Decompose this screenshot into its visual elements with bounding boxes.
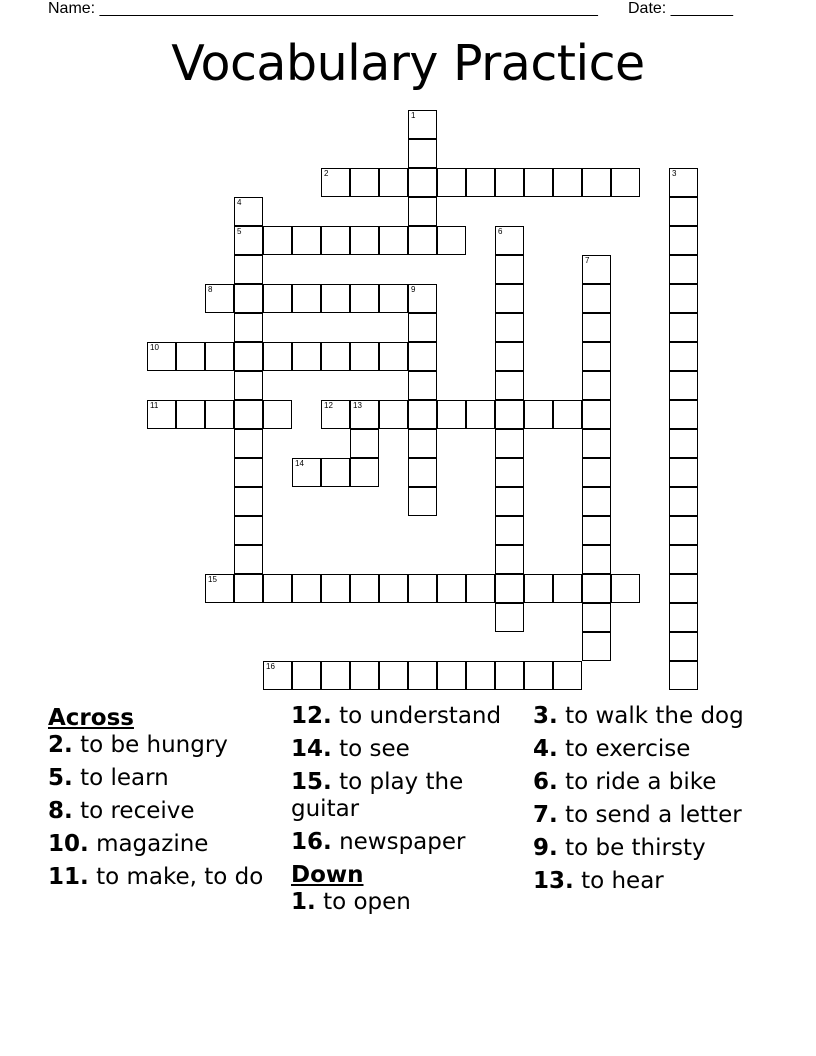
crossword-cell xyxy=(669,255,698,284)
crossword-cell xyxy=(292,226,321,255)
clue-text: to be hungry xyxy=(80,732,228,758)
crossword-cell xyxy=(263,226,292,255)
clue-number: 1. xyxy=(291,889,316,915)
crossword-cell xyxy=(582,516,611,545)
name-line: Name: ________________________________________________________ xyxy=(48,0,598,17)
clue-text: to be thirsty xyxy=(565,835,706,861)
clue-number: 8. xyxy=(48,798,73,824)
crossword-cell xyxy=(234,255,263,284)
clue-text: to play the guitar xyxy=(291,769,464,822)
clue-item xyxy=(48,864,288,891)
crossword-cell xyxy=(524,574,553,603)
crossword-cell xyxy=(669,574,698,603)
crossword-cell xyxy=(350,661,379,690)
clue-text: to walk the dog xyxy=(565,703,744,729)
crossword-cell xyxy=(582,487,611,516)
crossword-cell xyxy=(379,226,408,255)
clue-item xyxy=(48,765,288,792)
clue-item xyxy=(48,798,288,825)
crossword-cell xyxy=(292,284,321,313)
crossword-cell xyxy=(669,516,698,545)
clue-number: 16. xyxy=(291,829,332,855)
crossword-cell xyxy=(408,313,437,342)
clue-item xyxy=(291,703,531,730)
crossword-cell xyxy=(582,400,611,429)
crossword-cell xyxy=(292,661,321,690)
crossword-cell xyxy=(234,545,263,574)
crossword-cell xyxy=(379,400,408,429)
crossword-cell xyxy=(234,313,263,342)
crossword-cell xyxy=(582,429,611,458)
crossword-cell xyxy=(350,168,379,197)
clue-number-label: 3 xyxy=(672,169,677,178)
crossword-cell xyxy=(408,574,437,603)
crossword-cell xyxy=(408,342,437,371)
crossword-cell xyxy=(466,400,495,429)
crossword-cell xyxy=(321,574,350,603)
crossword-cell xyxy=(379,574,408,603)
crossword-cell xyxy=(234,371,263,400)
crossword-cell xyxy=(408,458,437,487)
crossword-cell xyxy=(350,342,379,371)
crossword-cell xyxy=(669,342,698,371)
crossword-cell xyxy=(553,661,582,690)
clue-text: to send a letter xyxy=(565,802,742,828)
across-heading: Across xyxy=(48,705,134,731)
crossword-cell xyxy=(408,197,437,226)
clue-number: 6. xyxy=(533,769,558,795)
clue-number-label: 10 xyxy=(150,343,159,352)
crossword-cell xyxy=(582,255,611,284)
crossword-cell xyxy=(234,400,263,429)
crossword-cell xyxy=(669,458,698,487)
clue-text: to learn xyxy=(80,765,169,791)
crossword-cell xyxy=(234,516,263,545)
clue-text: to ride a bike xyxy=(565,769,717,795)
crossword-cell xyxy=(669,487,698,516)
crossword-cell xyxy=(495,574,524,603)
crossword-cell xyxy=(669,400,698,429)
clue-number: 12. xyxy=(291,703,332,729)
clue-number: 7. xyxy=(533,802,558,828)
crossword-cell xyxy=(524,661,553,690)
clue-number: 2. xyxy=(48,732,73,758)
crossword-cell xyxy=(582,342,611,371)
crossword-cell xyxy=(263,400,292,429)
crossword-cell xyxy=(582,313,611,342)
crossword-cell xyxy=(669,197,698,226)
crossword-cell xyxy=(176,400,205,429)
clue-number: 9. xyxy=(533,835,558,861)
crossword-cell xyxy=(524,400,553,429)
clue-item xyxy=(533,802,773,829)
crossword-cell xyxy=(321,284,350,313)
crossword-cell xyxy=(495,400,524,429)
clue-text: to receive xyxy=(80,798,195,824)
crossword-cell xyxy=(408,168,437,197)
clue-item xyxy=(48,732,288,759)
crossword-cell xyxy=(669,661,698,690)
crossword-cell xyxy=(466,574,495,603)
crossword-cell xyxy=(205,400,234,429)
clue-item xyxy=(291,736,531,763)
crossword-cell xyxy=(582,284,611,313)
clue-text: to hear xyxy=(581,868,664,894)
crossword-cell xyxy=(263,574,292,603)
crossword-cell xyxy=(263,342,292,371)
crossword-cell xyxy=(408,400,437,429)
crossword-cell xyxy=(408,661,437,690)
clue-number-label: 2 xyxy=(324,169,329,178)
clue-column-3 xyxy=(533,703,773,901)
crossword-cell xyxy=(292,342,321,371)
crossword-cell xyxy=(379,284,408,313)
crossword-cell xyxy=(524,168,553,197)
clue-column-2 xyxy=(291,703,531,922)
crossword-cell xyxy=(408,371,437,400)
clue-text: to open xyxy=(323,889,411,915)
clue-number: 13. xyxy=(533,868,574,894)
crossword-cell xyxy=(321,168,350,197)
clue-number-label: 9 xyxy=(411,285,416,294)
crossword-cell xyxy=(582,168,611,197)
crossword-cell xyxy=(495,168,524,197)
crossword-cell xyxy=(263,284,292,313)
crossword-cell xyxy=(495,371,524,400)
crossword-cell xyxy=(292,458,321,487)
clue-item xyxy=(533,769,773,796)
crossword-cell xyxy=(495,661,524,690)
crossword-cell xyxy=(321,226,350,255)
crossword-cell xyxy=(234,487,263,516)
crossword-cell xyxy=(408,284,437,313)
page-title: Vocabulary Practice xyxy=(171,35,645,92)
crossword-cell xyxy=(466,168,495,197)
crossword-cell xyxy=(582,545,611,574)
crossword-cell xyxy=(234,226,263,255)
crossword-cell xyxy=(350,458,379,487)
crossword-cell xyxy=(553,574,582,603)
crossword-cell xyxy=(292,574,321,603)
crossword-cell xyxy=(582,371,611,400)
clue-number-label: 13 xyxy=(353,401,362,410)
clue-text: newspaper xyxy=(339,829,466,855)
crossword-cell xyxy=(350,400,379,429)
crossword-cell xyxy=(350,226,379,255)
clue-text: to exercise xyxy=(565,736,691,762)
crossword-cell xyxy=(611,574,640,603)
crossword-cell xyxy=(669,603,698,632)
clue-number-label: 15 xyxy=(208,575,217,584)
crossword-cell xyxy=(495,429,524,458)
clue-number-label: 7 xyxy=(585,256,590,265)
crossword-cell xyxy=(437,400,466,429)
crossword-cell xyxy=(582,458,611,487)
crossword-cell xyxy=(582,574,611,603)
crossword-cell xyxy=(553,400,582,429)
date-line: Date: _______ xyxy=(628,0,733,17)
crossword-cell xyxy=(669,632,698,661)
crossword-cell xyxy=(176,342,205,371)
crossword-cell xyxy=(321,458,350,487)
crossword-cell xyxy=(321,400,350,429)
crossword-cell xyxy=(408,139,437,168)
clue-item xyxy=(533,736,773,763)
crossword-cell xyxy=(553,168,582,197)
clue-text: to see xyxy=(339,736,410,762)
crossword-cell xyxy=(205,284,234,313)
clue-number-label: 12 xyxy=(324,401,333,410)
crossword-cell xyxy=(669,371,698,400)
clue-number-label: 8 xyxy=(208,285,213,294)
clue-number: 15. xyxy=(291,769,332,795)
clue-number: 14. xyxy=(291,736,332,762)
crossword-cell xyxy=(350,429,379,458)
crossword-cell xyxy=(205,574,234,603)
crossword-cell xyxy=(234,284,263,313)
clue-number: 5. xyxy=(48,765,73,791)
crossword-cell xyxy=(437,574,466,603)
crossword-cell xyxy=(495,255,524,284)
down-heading: Down xyxy=(291,862,364,888)
crossword-cell xyxy=(611,168,640,197)
crossword-cell xyxy=(234,574,263,603)
crossword-cell xyxy=(466,661,495,690)
crossword-cell xyxy=(379,342,408,371)
crossword-cell xyxy=(495,458,524,487)
clue-number-label: 6 xyxy=(498,227,503,236)
clue-number-label: 11 xyxy=(150,401,159,410)
crossword-cell xyxy=(147,400,176,429)
crossword-cell xyxy=(147,342,176,371)
clue-item xyxy=(48,831,288,858)
clue-text: magazine xyxy=(96,831,209,857)
crossword-cell xyxy=(495,284,524,313)
crossword-cell xyxy=(495,516,524,545)
crossword-cell xyxy=(234,458,263,487)
clue-number: 11. xyxy=(48,864,89,890)
clue-text: to make, to do xyxy=(96,864,264,890)
crossword-cell xyxy=(669,226,698,255)
clue-number-label: 5 xyxy=(237,227,242,236)
crossword-cell xyxy=(495,487,524,516)
crossword-cell xyxy=(669,284,698,313)
crossword-cell xyxy=(408,226,437,255)
clue-item xyxy=(533,868,773,895)
clue-number-label: 4 xyxy=(237,198,242,207)
crossword-cell xyxy=(495,342,524,371)
crossword-cell xyxy=(350,574,379,603)
clue-item xyxy=(291,769,531,823)
crossword-cell xyxy=(234,197,263,226)
crossword-cell xyxy=(495,545,524,574)
clue-number-label: 1 xyxy=(411,111,416,120)
crossword-cell xyxy=(495,226,524,255)
crossword-cell xyxy=(408,487,437,516)
crossword-cell xyxy=(263,661,292,690)
clue-number-label: 16 xyxy=(266,662,275,671)
clue-number: 4. xyxy=(533,736,558,762)
crossword-cell xyxy=(350,284,379,313)
crossword-cell xyxy=(582,632,611,661)
crossword-cell xyxy=(582,603,611,632)
clue-item xyxy=(533,703,773,730)
clue-item xyxy=(291,829,531,856)
crossword-cell xyxy=(379,661,408,690)
crossword-cell xyxy=(669,545,698,574)
crossword-cell xyxy=(669,429,698,458)
crossword-cell xyxy=(669,313,698,342)
crossword-cell xyxy=(234,342,263,371)
crossword-cell xyxy=(408,110,437,139)
crossword-cell xyxy=(669,168,698,197)
clue-number-label: 14 xyxy=(295,459,304,468)
crossword-cell xyxy=(495,313,524,342)
crossword-cell xyxy=(321,661,350,690)
crossword-cell xyxy=(437,661,466,690)
crossword-cell xyxy=(321,342,350,371)
clue-column-1 xyxy=(48,703,288,897)
crossword-cell xyxy=(379,168,408,197)
clue-text: to understand xyxy=(339,703,502,729)
crossword-cell xyxy=(437,168,466,197)
crossword-cell xyxy=(234,429,263,458)
clue-number: 3. xyxy=(533,703,558,729)
clue-number: 10. xyxy=(48,831,89,857)
crossword-cell xyxy=(205,342,234,371)
clue-item xyxy=(291,889,531,916)
crossword-cell xyxy=(408,429,437,458)
crossword-cell xyxy=(495,603,524,632)
crossword-cell xyxy=(437,226,466,255)
clue-item xyxy=(533,835,773,862)
